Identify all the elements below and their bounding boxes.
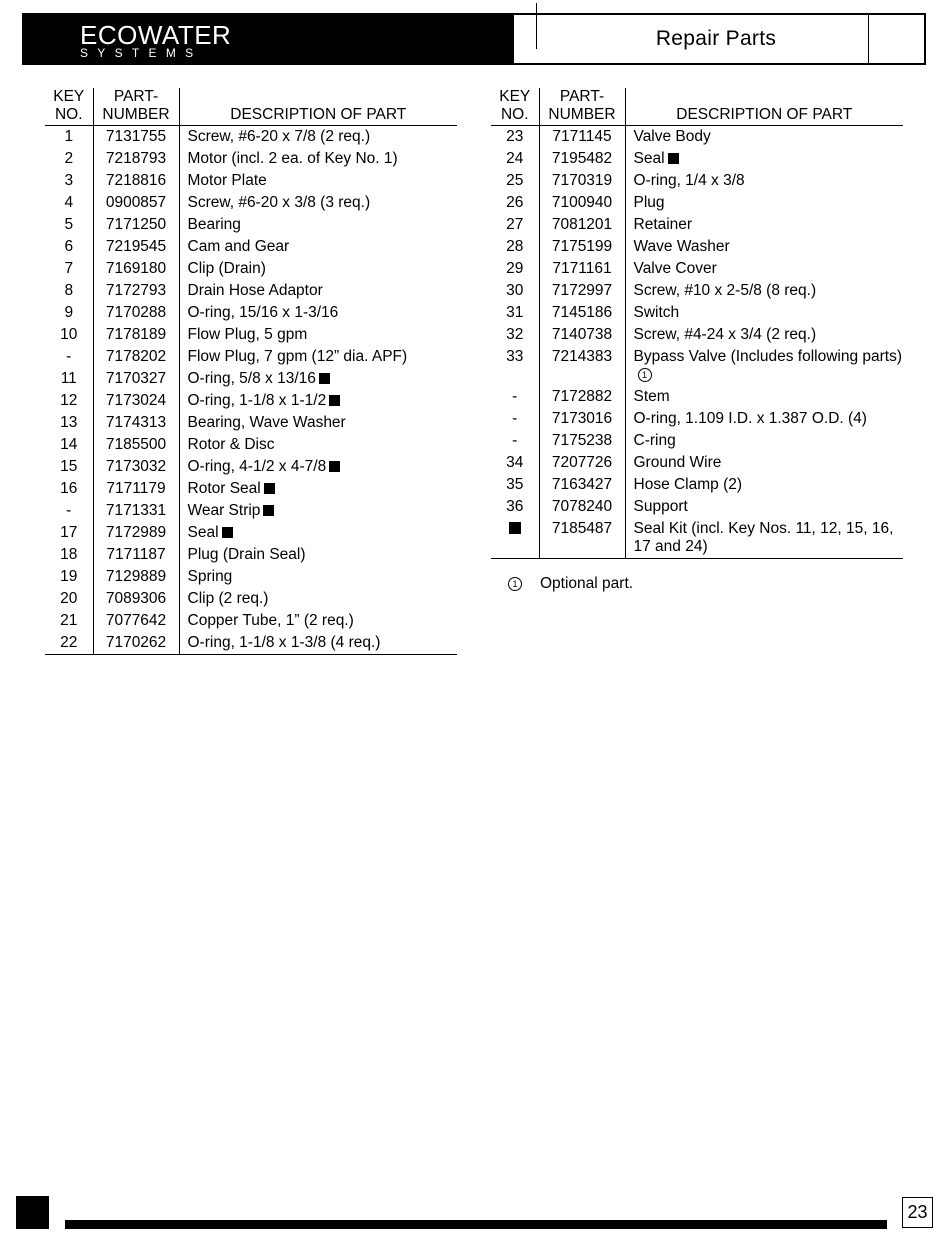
description-text: Spring [187, 568, 233, 585]
part-number-cell: 0900857 [93, 192, 179, 214]
key-number-cell: 25 [491, 170, 539, 192]
description-cell [179, 236, 457, 258]
key-number-cell: 32 [491, 324, 539, 346]
table-row [491, 324, 903, 346]
description-text: Bypass Valve (Includes following parts) [633, 348, 903, 365]
description-cell [625, 148, 903, 170]
key-number-cell: 3 [45, 170, 93, 192]
description-cell [625, 126, 903, 149]
table-row [45, 148, 457, 170]
description-cell [625, 346, 903, 386]
table-row [491, 214, 903, 236]
table-row [491, 452, 903, 474]
key-number-cell: 30 [491, 280, 539, 302]
key-number-cell: - [491, 430, 539, 452]
description-cell [179, 302, 457, 324]
table-row [45, 610, 457, 632]
table-row [491, 236, 903, 258]
table-row [45, 434, 457, 456]
seal-kit-square-icon [264, 483, 275, 494]
table-row [491, 170, 903, 192]
part-number-cell: 7078240 [539, 496, 625, 518]
table-row [45, 192, 457, 214]
table-row [491, 408, 903, 430]
table-row [45, 544, 457, 566]
table-row [45, 280, 457, 302]
description-text: Rotor & Disc [187, 436, 275, 453]
key-number-cell: 26 [491, 192, 539, 214]
key-number-cell: 7 [45, 258, 93, 280]
part-number-cell: 7174313 [93, 412, 179, 434]
key-number-cell: 33 [491, 346, 539, 386]
part-number-cell: 7172882 [539, 386, 625, 408]
key-number-cell: 12 [45, 390, 93, 412]
brand-block [24, 15, 514, 63]
part-number-cell: 7129889 [93, 566, 179, 588]
table-header-row [45, 88, 457, 126]
table-row [491, 496, 903, 518]
table-row [45, 478, 457, 500]
description-text: Clip (2 req.) [187, 590, 269, 607]
table-row [491, 518, 903, 559]
key-number-cell: 6 [45, 236, 93, 258]
description-cell [179, 280, 457, 302]
col-header-key-line2: NO. [500, 106, 529, 123]
description-cell [179, 610, 457, 632]
col-header-key-line2: NO. [54, 106, 83, 123]
part-number-cell: 7175199 [539, 236, 625, 258]
col-header-key-line1: KEY [499, 88, 531, 105]
part-number-cell: 7171161 [539, 258, 625, 280]
description-cell [625, 258, 903, 280]
description-cell [179, 390, 457, 412]
table-row [45, 412, 457, 434]
description-cell [179, 456, 457, 478]
part-number-cell: 7207726 [539, 452, 625, 474]
description-text: Plug (Drain Seal) [187, 546, 306, 563]
part-number-cell: 7171250 [93, 214, 179, 236]
table-row [45, 566, 457, 588]
footnote [508, 575, 633, 593]
col-header-key [491, 88, 539, 126]
description-cell [179, 588, 457, 610]
key-number-cell: 27 [491, 214, 539, 236]
seal-kit-square-icon [329, 461, 340, 472]
description-text: O-ring, 1.109 I.D. x 1.387 O.D. (4) [633, 410, 867, 427]
seal-kit-square-icon [319, 373, 330, 384]
col-header-part-line1: PART- [559, 88, 605, 105]
key-number-cell: 23 [491, 126, 539, 149]
description-text: Screw, #6-20 x 3/8 (3 req.) [187, 194, 371, 211]
footer-square-mark [16, 1196, 49, 1229]
table-row [45, 324, 457, 346]
seal-kit-square-icon [329, 395, 340, 406]
description-text: Seal [633, 150, 665, 167]
key-number-cell: 5 [45, 214, 93, 236]
description-cell [179, 632, 457, 655]
part-number-cell: 7185500 [93, 434, 179, 456]
description-cell [179, 192, 457, 214]
part-number-cell: 7171145 [539, 126, 625, 149]
table-row [45, 126, 457, 149]
part-number-cell: 7170288 [93, 302, 179, 324]
description-text: Flow Plug, 5 gpm [187, 326, 308, 343]
description-text: O-ring, 1-1/8 x 1-3/8 (4 req.) [187, 634, 381, 651]
part-number-cell: 7077642 [93, 610, 179, 632]
description-cell [625, 236, 903, 258]
page-title: Repair Parts [655, 27, 777, 50]
description-cell [179, 434, 457, 456]
key-number-cell: - [491, 408, 539, 430]
description-text: Switch [633, 304, 680, 321]
description-cell [625, 386, 903, 408]
key-number-cell: 18 [45, 544, 93, 566]
part-number-cell: 7172989 [93, 522, 179, 544]
part-number-cell: 7218793 [93, 148, 179, 170]
description-cell [179, 566, 457, 588]
description-cell [625, 324, 903, 346]
description-text: O-ring, 15/16 x 1-3/16 [187, 304, 339, 321]
part-number-cell: 7100940 [539, 192, 625, 214]
part-number-cell: 7170319 [539, 170, 625, 192]
description-text: Clip (Drain) [187, 260, 266, 277]
description-text: Bearing [187, 216, 241, 233]
table-row [491, 386, 903, 408]
parts-table-right [491, 88, 903, 559]
part-number-cell: 7173032 [93, 456, 179, 478]
table-row [45, 170, 457, 192]
description-cell [179, 148, 457, 170]
table-header-row [491, 88, 903, 126]
part-number-cell: 7131755 [93, 126, 179, 149]
header-divider [536, 3, 537, 49]
table-row [45, 346, 457, 368]
page-number: 23 [902, 1197, 933, 1228]
col-header-part-number [539, 88, 625, 126]
description-text: Valve Cover [633, 260, 717, 277]
col-header-description: DESCRIPTION OF PART [179, 88, 457, 126]
description-cell [625, 474, 903, 496]
description-text: Support [633, 498, 688, 515]
description-text: Wave Washer [633, 238, 730, 255]
key-number-cell [491, 518, 539, 559]
table-row [491, 192, 903, 214]
description-cell [625, 280, 903, 302]
part-number-cell: 7172793 [93, 280, 179, 302]
key-number-cell: 11 [45, 368, 93, 390]
description-cell [179, 170, 457, 192]
key-number-cell: - [491, 386, 539, 408]
optional-part-icon: 1 [508, 577, 522, 591]
description-cell [179, 324, 457, 346]
description-cell [179, 522, 457, 544]
description-text: Copper Tube, 1” (2 req.) [187, 612, 354, 629]
key-number-cell: 35 [491, 474, 539, 496]
page-header [22, 13, 926, 65]
footnote-text: Optional part. [540, 575, 634, 592]
table-row [491, 126, 903, 149]
footer-rule [65, 1220, 887, 1229]
table-row [45, 302, 457, 324]
part-number-cell: 7089306 [93, 588, 179, 610]
table-row [45, 214, 457, 236]
table-row [45, 456, 457, 478]
description-cell [625, 430, 903, 452]
table-row [45, 258, 457, 280]
table-row [45, 236, 457, 258]
description-cell [625, 408, 903, 430]
description-cell [179, 346, 457, 368]
part-number-cell: 7172997 [539, 280, 625, 302]
key-number-cell: 14 [45, 434, 93, 456]
key-number-cell: - [45, 500, 93, 522]
part-number-cell: 7163427 [539, 474, 625, 496]
key-number-cell: 34 [491, 452, 539, 474]
description-cell [625, 214, 903, 236]
table-row [491, 430, 903, 452]
table-row [45, 500, 457, 522]
description-text: O-ring, 4-1/2 x 4-7/8 [187, 458, 327, 475]
col-header-part-line1: PART- [113, 88, 159, 105]
description-text: Motor (incl. 2 ea. of Key No. 1) [187, 150, 398, 167]
col-header-description: DESCRIPTION OF PART [625, 88, 903, 126]
description-text: O-ring, 1/4 x 3/8 [633, 172, 745, 189]
description-text: Ground Wire [633, 454, 722, 471]
description-cell [179, 412, 457, 434]
description-text: Valve Body [633, 128, 711, 145]
key-number-cell: 36 [491, 496, 539, 518]
table-row [491, 474, 903, 496]
description-text: Seal Kit (incl. Key Nos. 11, 12, 15, 16, 17 and 24) [633, 520, 894, 555]
table-row [491, 302, 903, 324]
part-number-cell: 7169180 [93, 258, 179, 280]
description-text: O-ring, 1-1/8 x 1-1/2 [187, 392, 327, 409]
description-cell [179, 500, 457, 522]
col-header-part-line2: NUMBER [548, 106, 616, 123]
table-row [45, 632, 457, 655]
description-cell [625, 518, 903, 559]
description-text: Screw, #10 x 2-5/8 (8 req.) [633, 282, 817, 299]
key-number-cell: 22 [45, 632, 93, 655]
key-number-cell: 28 [491, 236, 539, 258]
part-number-cell: 7170327 [93, 368, 179, 390]
description-cell [179, 544, 457, 566]
description-cell [179, 214, 457, 236]
key-number-cell: 31 [491, 302, 539, 324]
table-row [491, 148, 903, 170]
optional-part-icon: 1 [638, 368, 652, 382]
part-number-cell: 7178189 [93, 324, 179, 346]
key-number-cell: 29 [491, 258, 539, 280]
seal-kit-square-icon [668, 153, 679, 164]
key-number-cell: 17 [45, 522, 93, 544]
part-number-cell: 7178202 [93, 346, 179, 368]
description-text: O-ring, 5/8 x 13/16 [187, 370, 316, 387]
key-number-cell: 19 [45, 566, 93, 588]
part-number-cell: 7081201 [539, 214, 625, 236]
part-number-cell: 7175238 [539, 430, 625, 452]
part-number-cell: 7214383 [539, 346, 625, 386]
part-number-cell: 7170262 [93, 632, 179, 655]
description-text: C-ring [633, 432, 676, 449]
seal-kit-square-icon [222, 527, 233, 538]
description-text: Screw, #4-24 x 3/4 (2 req.) [633, 326, 817, 343]
part-number-cell: 7185487 [539, 518, 625, 559]
description-text: Cam and Gear [187, 238, 290, 255]
brand-logo-subtitle: SYSTEMS [80, 46, 203, 60]
description-cell [625, 302, 903, 324]
part-number-cell: 7145186 [539, 302, 625, 324]
description-text: Drain Hose Adaptor [187, 282, 323, 299]
col-header-part-line2: NUMBER [102, 106, 170, 123]
part-number-cell: 7171331 [93, 500, 179, 522]
key-number-cell: 4 [45, 192, 93, 214]
seal-kit-square-icon [263, 505, 274, 516]
part-number-cell: 7173024 [93, 390, 179, 412]
description-cell [179, 126, 457, 149]
description-cell [179, 478, 457, 500]
part-number-cell: 7195482 [539, 148, 625, 170]
brand-logo-name: ECOWATER [80, 20, 232, 50]
key-number-cell: 16 [45, 478, 93, 500]
description-text: Plug [633, 194, 665, 211]
key-number-cell: 2 [45, 148, 93, 170]
key-number-cell: 1 [45, 126, 93, 149]
description-text: Rotor Seal [187, 480, 261, 497]
description-text: Motor Plate [187, 172, 267, 189]
description-cell [625, 192, 903, 214]
key-number-cell: 13 [45, 412, 93, 434]
description-text: Flow Plug, 7 gpm (12” dia. APF) [187, 348, 408, 365]
description-cell [625, 452, 903, 474]
part-number-cell: 7219545 [93, 236, 179, 258]
table-row [45, 390, 457, 412]
header-divider-right [868, 15, 869, 63]
table-row [45, 522, 457, 544]
key-number-cell: 10 [45, 324, 93, 346]
description-text: Screw, #6-20 x 7/8 (2 req.) [187, 128, 371, 145]
description-text: Hose Clamp (2) [633, 476, 743, 493]
table-row [491, 280, 903, 302]
key-number-cell: 15 [45, 456, 93, 478]
key-number-cell: 20 [45, 588, 93, 610]
col-header-key-line1: KEY [53, 88, 85, 105]
description-cell [179, 258, 457, 280]
table-row [45, 588, 457, 610]
parts-table-left [45, 88, 457, 655]
key-number-cell: 21 [45, 610, 93, 632]
key-number-cell: 8 [45, 280, 93, 302]
description-text: Bearing, Wave Washer [187, 414, 346, 431]
table-row [45, 368, 457, 390]
key-number-cell: 24 [491, 148, 539, 170]
key-number-cell: 9 [45, 302, 93, 324]
description-text: Seal [187, 524, 219, 541]
description-text: Retainer [633, 216, 693, 233]
part-number-cell: 7140738 [539, 324, 625, 346]
col-header-part-number [93, 88, 179, 126]
table-row [491, 346, 903, 386]
col-header-key [45, 88, 93, 126]
part-number-cell: 7173016 [539, 408, 625, 430]
description-cell [625, 496, 903, 518]
part-number-cell: 7218816 [93, 170, 179, 192]
key-number-cell: - [45, 346, 93, 368]
description-text: Stem [633, 388, 670, 405]
part-number-cell: 7171187 [93, 544, 179, 566]
seal-kit-square-icon [509, 522, 521, 534]
description-cell [625, 170, 903, 192]
table-row [491, 258, 903, 280]
description-text: Wear Strip [187, 502, 261, 519]
part-number-cell: 7171179 [93, 478, 179, 500]
description-cell [179, 368, 457, 390]
